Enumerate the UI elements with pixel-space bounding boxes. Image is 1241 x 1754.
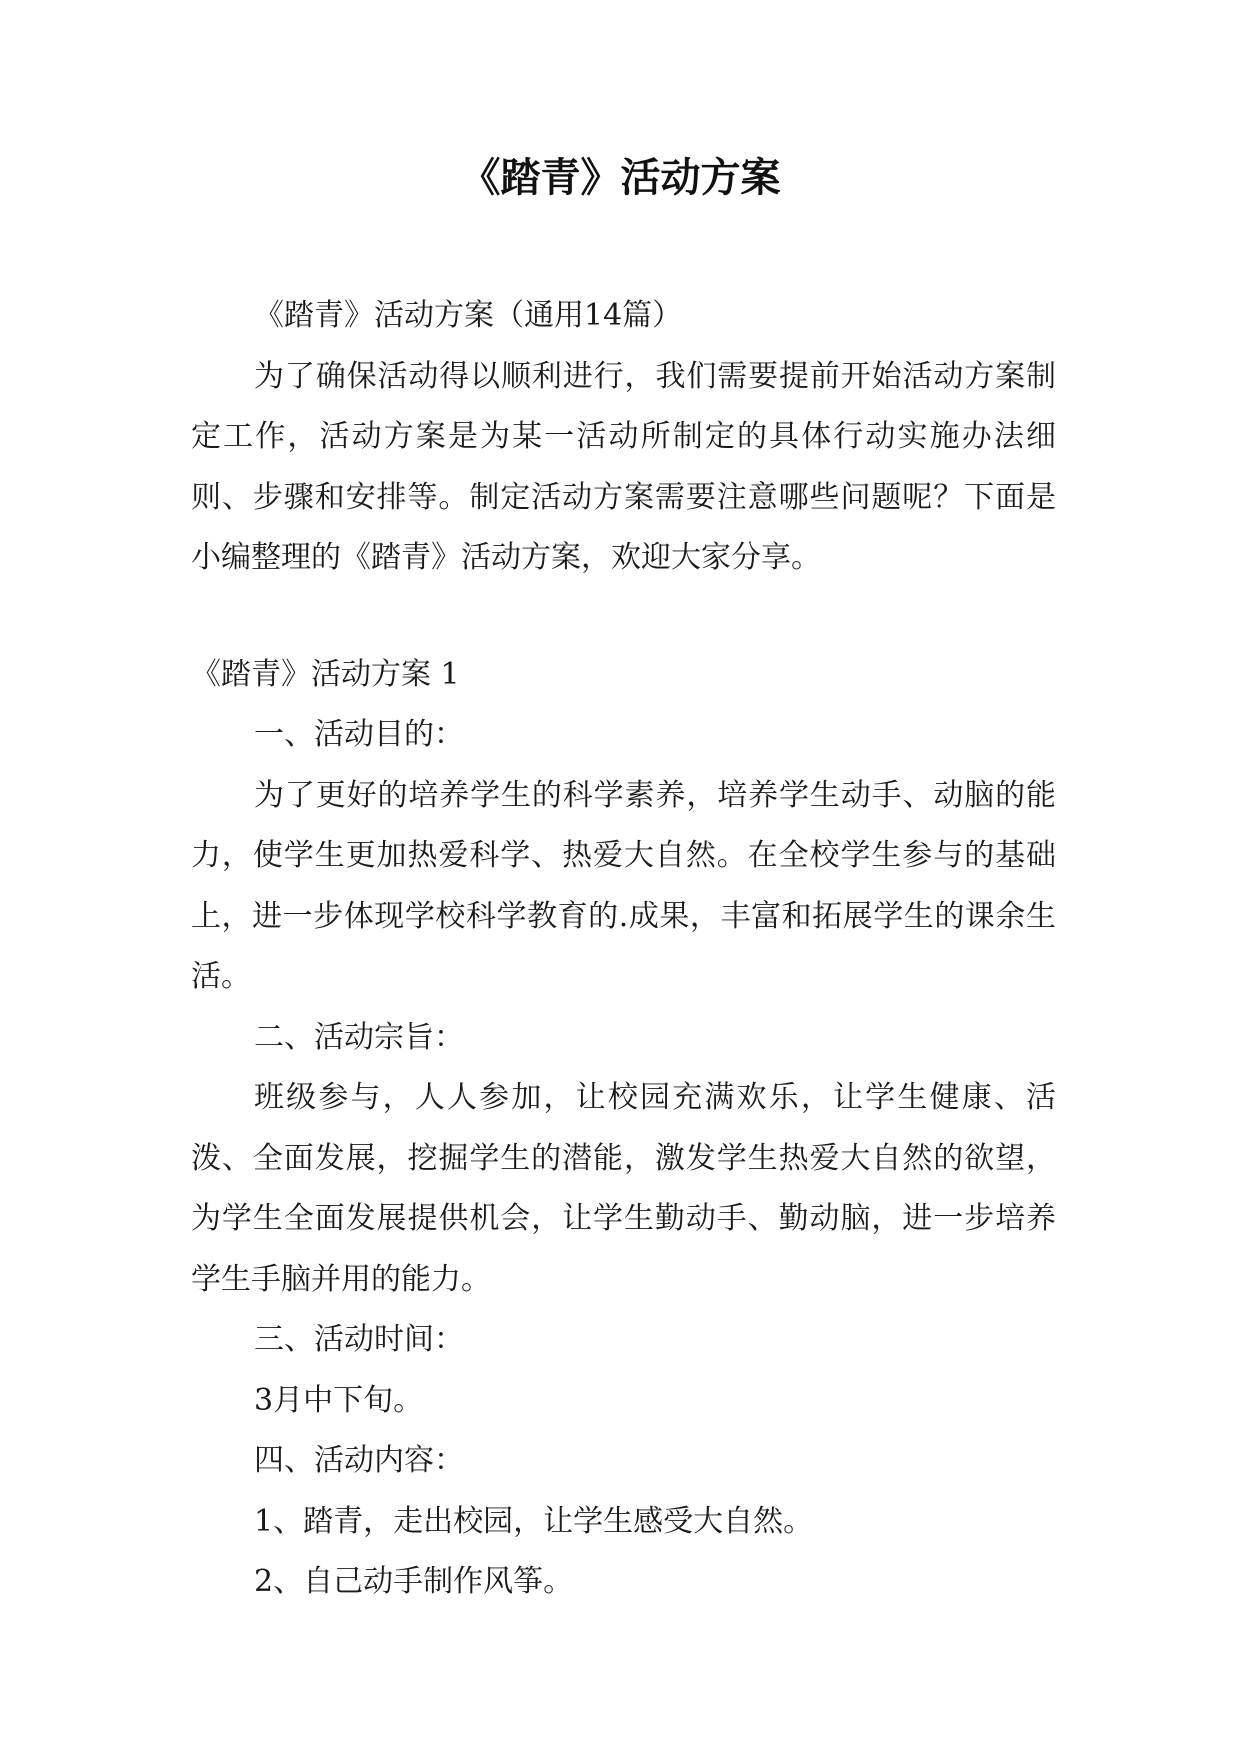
heading-time: 三、活动时间： (254, 1322, 464, 1357)
document-body (191, 286, 1056, 1613)
document-title: 《踏青》活动方案 (460, 155, 781, 201)
heading-content: 四、活动内容： (254, 1443, 464, 1478)
section-heading: 《踏青》活动方案 1 (191, 656, 460, 692)
heading-purpose: 一、活动目的： (254, 717, 464, 752)
document-subtitle: 《踏青》活动方案（通用14篇） (254, 298, 683, 333)
paragraph-gap (191, 589, 1056, 645)
paragraph-purpose: 为了更好的培养学生的科学素养，培养学生动手、动脑的能力，使学生更加热爱科学、热爱大自然。在全校学生参与的基础上，进一步体现学校科学教育的.成果，丰富和拓展学生的课余生活。 (191, 777, 1056, 994)
list-item: 1、踏青，走出校园，让学生感受大自然。 (254, 1503, 814, 1539)
intro-paragraph: 为了确保活动得以顺利进行，我们需要提前开始活动方案制定工作，活动方案是为某一活动所制定的具体行动实施办法细则、步骤和安排等。制定活动方案需要注意哪些问题呢？下面是小编整理的《踏青》活动方案，欢迎大家分享。 (191, 358, 1056, 575)
list-item: 2、自己动手制作风筝。 (254, 1564, 574, 1599)
paragraph-aim: 班级参与，人人参加，让校园充满欢乐，让学生健康、活泼、全面发展，挖掘学生的潜能，激发学生热爱大自然的欲望，为学生全面发展提供机会，让学生勤动手、勤动脑，进一步培养学生手脑并用的能力。 (191, 1080, 1056, 1297)
heading-aim: 二、活动宗旨： (254, 1019, 464, 1055)
paragraph-time: 3月中下旬。 (254, 1382, 424, 1418)
